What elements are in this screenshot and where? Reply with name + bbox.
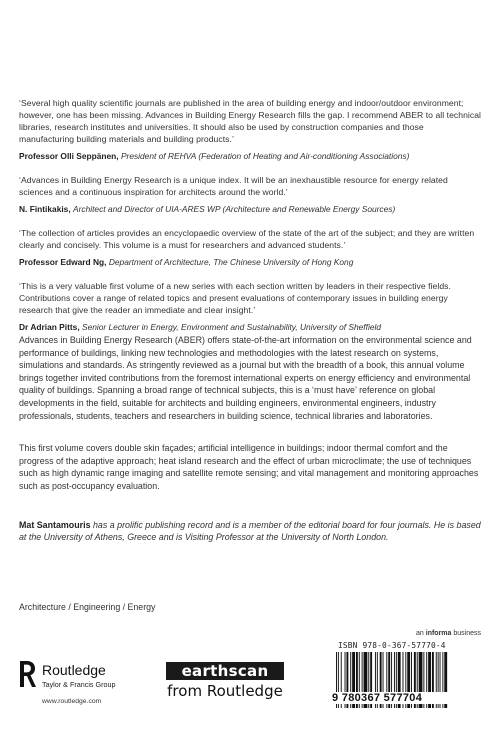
taylor-francis-group: Taylor & Francis Group xyxy=(42,680,116,689)
endorser-role: Department of Architecture, The Chinese University of Hong Kong xyxy=(108,257,354,267)
endorsement-quote: ‘This is a very valuable first volume of a new series with each section written by leaders in their respective fields. Contributions cover a range of related topics and present evaluations of contemporary issues in building energy research that give the reader an immediate and clear insight.’ xyxy=(19,281,451,315)
volume-contents: This first volume covers double skin façades; artificial intelligence in buildings; indoor thermal comfort and the progress of the adaptive approach; heat island research and the effect of urban microclimate; the use of techniques such as high dynamic range imaging and satellite remote sensing; and vital management and monitoring approaches such as post-occupancy evaluation. xyxy=(19,443,479,491)
routledge-url[interactable]: www.routledge.com xyxy=(42,698,102,705)
endorsement-quote: ‘Advances in Building Energy Research is a unique index. It will be an inexhaustible resource for energy related sciences and a continuous inspiration for architects around the world.’ xyxy=(19,175,448,197)
endorser-name: N. Fintikakis, xyxy=(19,204,71,214)
endorser-name: Dr Adrian Pitts, xyxy=(19,322,80,332)
endorsement-attribution xyxy=(19,322,481,333)
endorser-role: Senior Lecturer in Energy, Environment and Sustainability, University of Sheffield xyxy=(81,322,381,332)
earthscan-logo xyxy=(166,662,284,704)
endorsement-quote: ‘Several high quality scientific journals are published in the area of building energy and indoor/outdoor environment; however, one has been missing. Advances in Building Energy Research fills the gap. I recommend ABER to all technical libraries, research institutes and universities. It should also be used by construction companies and those manufacturing building materials and building products.’ xyxy=(19,98,481,144)
endorsement-attribution xyxy=(19,257,481,268)
subject-categories: Architecture / Engineering / Energy xyxy=(19,602,156,612)
isbn-label: ISBN 978-0-367-57770-4 xyxy=(338,641,446,650)
routledge-logo xyxy=(18,660,138,710)
routledge-name: Routledge xyxy=(42,662,106,678)
endorser-role: Architect and Director of UIA-ARES WP (Architecture and Renewable Energy Sources) xyxy=(73,204,396,214)
earthscan-from-routledge: from Routledge xyxy=(167,682,283,700)
author-name: Mat Santamouris xyxy=(19,520,91,530)
informa-brand: informa xyxy=(425,630,452,637)
informa-tagline: an informa business xyxy=(416,630,481,637)
endorser-name: Professor Olli Seppänen, xyxy=(19,151,119,161)
author-bio xyxy=(19,519,481,544)
earthscan-brand: earthscan xyxy=(166,662,284,680)
endorsement-attribution xyxy=(19,204,481,215)
endorsements xyxy=(19,97,481,345)
endorsement-quote: ‘The collection of articles provides an encyclopaedic overview of the state of the art of the subject; and they are written clearly and concisely. This volume is a must for researchers and advanced students.’ xyxy=(19,228,475,250)
routledge-r-icon xyxy=(18,660,37,688)
endorser-name: Professor Edward Ng, xyxy=(19,257,107,267)
endorsement-attribution xyxy=(19,151,481,162)
barcode-digits: 9 780367 577704 xyxy=(332,692,484,704)
book-description: Advances in Building Energy Research (ABER) offers state-of-the-art information on the environmental science and performance of buildings, linking new technologies and methodologies with the latest research on systems, simulations and standards. As stringently reviewed as a journal but with the breadth of a book, this annual volume brings together invited contributions from the foremost international experts on energy efficiency and environmental quality of buildings. Spanning a broad range of technical subjects, this is a ‘must have’ reference on global developments in the field, suitable for architects and building engineers, environmental engineers, industry professionals, students, teachers and researchers in building science, technical libraries and laboratories. xyxy=(19,335,472,421)
author-bio-text: has a prolific publishing record and is a member of the editorial board for four journals. He is based at the University of Athens, Greece and is Visiting Professor at the University of North London. xyxy=(19,520,481,543)
endorser-role: President of REHVA (Federation of Heating and Air-conditioning Associations) xyxy=(120,151,410,161)
